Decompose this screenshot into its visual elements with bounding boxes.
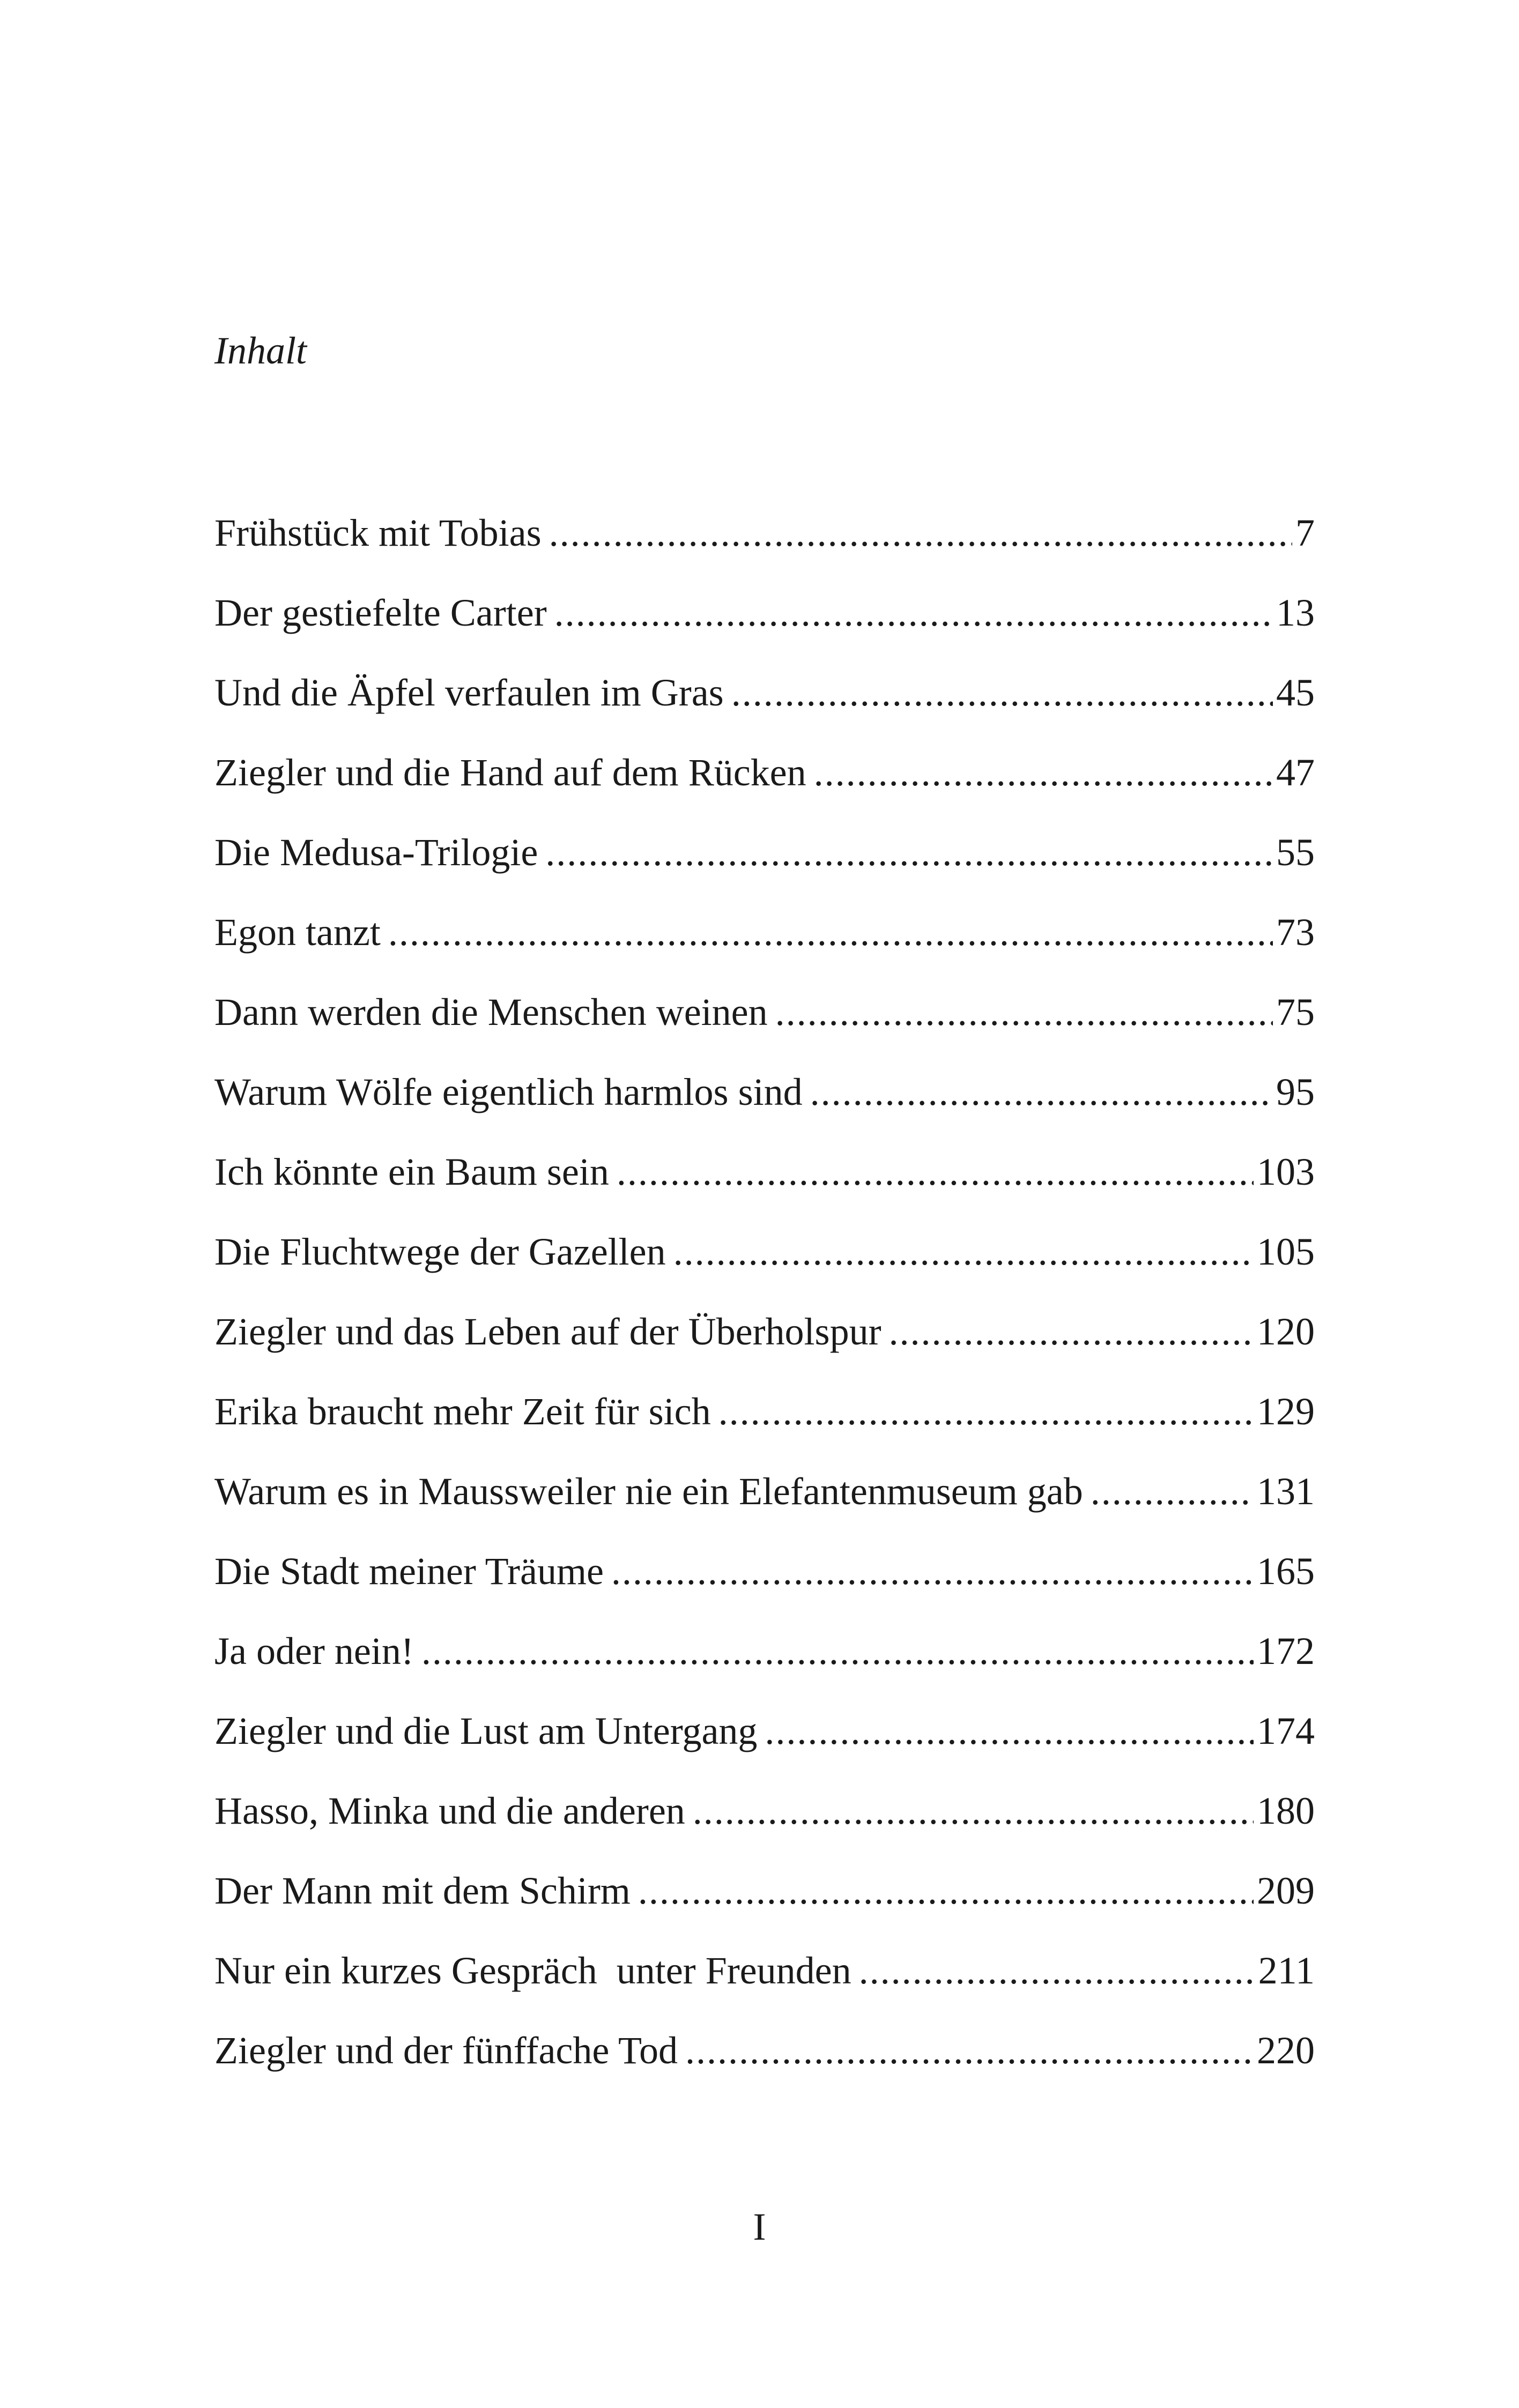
dot-leader — [1091, 1472, 1254, 1511]
toc-entry-title: Warum Wölfe eigentlich harmlos sind — [214, 1071, 803, 1113]
dot-leader — [545, 833, 1273, 872]
toc-entry — [214, 1392, 1315, 1472]
dot-leader — [685, 2031, 1254, 2070]
toc-entry — [214, 913, 1315, 993]
toc-entry-page-number: 95 — [1276, 1071, 1315, 1113]
dot-leader — [859, 1951, 1255, 1990]
toc-entry-page-number: 211 — [1258, 1949, 1315, 1992]
toc-entry-title: Der gestiefelte Carter — [214, 591, 547, 634]
toc-entry-page-number: 103 — [1257, 1150, 1315, 1193]
toc-entry-title: Ziegler und die Lust am Untergang — [214, 1710, 758, 1752]
toc-entry — [214, 511, 1315, 593]
dot-leader — [549, 514, 1292, 552]
toc-entry — [214, 993, 1315, 1073]
toc-entry — [214, 1472, 1315, 1552]
toc-entry-page-number: 165 — [1257, 1550, 1315, 1593]
toc-entry-title: Nur ein kurzes Gespräch unter Freunden — [214, 1949, 851, 1992]
toc-entry-page-number: 73 — [1276, 911, 1315, 954]
toc-entry — [214, 833, 1315, 913]
toc-heading: Inhalt — [214, 329, 307, 372]
dot-leader — [810, 1073, 1273, 1111]
toc-entry-title: Die Medusa-Trilogie — [214, 831, 538, 874]
toc-entry — [214, 1789, 1315, 1871]
dot-leader — [814, 753, 1273, 792]
toc-entry-page-number: 172 — [1257, 1630, 1315, 1673]
toc-entry — [214, 1632, 1315, 1712]
toc-entry — [214, 1232, 1315, 1312]
toc-entry-page-number: 7 — [1295, 511, 1315, 554]
toc-entry-page-number: 180 — [1257, 1789, 1315, 1832]
dot-leader — [421, 1632, 1254, 1670]
toc-entry — [214, 1150, 1315, 1232]
toc-entry — [214, 1552, 1315, 1632]
toc-entry-page-number: 120 — [1257, 1310, 1315, 1353]
toc-entry-page-number: 174 — [1257, 1710, 1315, 1752]
toc-entry-page-number: 45 — [1276, 671, 1315, 714]
toc-entry — [214, 753, 1315, 833]
toc-entry — [214, 593, 1315, 673]
toc-entry — [214, 1951, 1315, 2031]
table-of-contents — [214, 511, 1315, 2111]
toc-entry-title: Dann werden die Menschen weinen — [214, 991, 768, 1034]
dot-leader — [693, 1792, 1254, 1830]
toc-entry — [214, 1871, 1315, 1951]
toc-entry-page-number: 129 — [1257, 1390, 1315, 1433]
toc-entry-title: Der Mann mit dem Schirm — [214, 1869, 631, 1912]
toc-entry-page-number: 220 — [1257, 2029, 1315, 2072]
dot-leader — [388, 913, 1273, 952]
toc-entry-title: Erika braucht mehr Zeit für sich — [214, 1390, 711, 1433]
dot-leader — [775, 993, 1273, 1031]
dot-leader — [731, 673, 1273, 712]
toc-entry-title: Ziegler und das Leben auf der Überholspur — [214, 1310, 881, 1353]
dot-leader — [638, 1871, 1254, 1910]
toc-entry-title: Frühstück mit Tobias — [214, 511, 542, 554]
toc-entry-page-number: 55 — [1276, 831, 1315, 874]
toc-entry-title: Hasso, Minka und die anderen — [214, 1789, 685, 1832]
dot-leader — [889, 1312, 1254, 1351]
toc-entry-page-number: 75 — [1276, 991, 1315, 1034]
page-number: I — [753, 2205, 766, 2248]
toc-entry-page-number: 209 — [1257, 1869, 1315, 1912]
toc-entry-title: Die Stadt meiner Träume — [214, 1550, 604, 1593]
toc-entry — [214, 2031, 1315, 2111]
toc-entry-page-number: 131 — [1257, 1470, 1315, 1513]
toc-entry — [214, 673, 1315, 753]
toc-entry-title: Ziegler und der fünffache Tod — [214, 2029, 678, 2072]
toc-entry — [214, 1712, 1315, 1792]
toc-entry-title: Und die Äpfel verfaulen im Gras — [214, 671, 724, 714]
dot-leader — [554, 593, 1273, 632]
toc-entry-page-number: 13 — [1276, 591, 1315, 634]
dot-leader — [765, 1712, 1254, 1750]
toc-entry-title: Warum es in Maussweiler nie ein Elefantenmuseum gab — [214, 1470, 1083, 1513]
toc-entry — [214, 1073, 1315, 1153]
toc-entry-title: Ja oder nein! — [214, 1630, 414, 1673]
dot-leader — [617, 1153, 1254, 1191]
toc-entry-title: Ziegler und die Hand auf dem Rücken — [214, 751, 806, 794]
toc-entry-title: Die Fluchtwege der Gazellen — [214, 1230, 666, 1273]
dot-leader — [611, 1552, 1254, 1591]
dot-leader — [673, 1232, 1254, 1271]
toc-entry-title: Egon tanzt — [214, 911, 381, 954]
toc-entry-page-number: 47 — [1276, 751, 1315, 794]
toc-entry-title: Ich könnte ein Baum sein — [214, 1150, 609, 1193]
dot-leader — [718, 1392, 1254, 1431]
toc-entry-page-number: 105 — [1257, 1230, 1315, 1273]
toc-entry — [214, 1312, 1315, 1392]
